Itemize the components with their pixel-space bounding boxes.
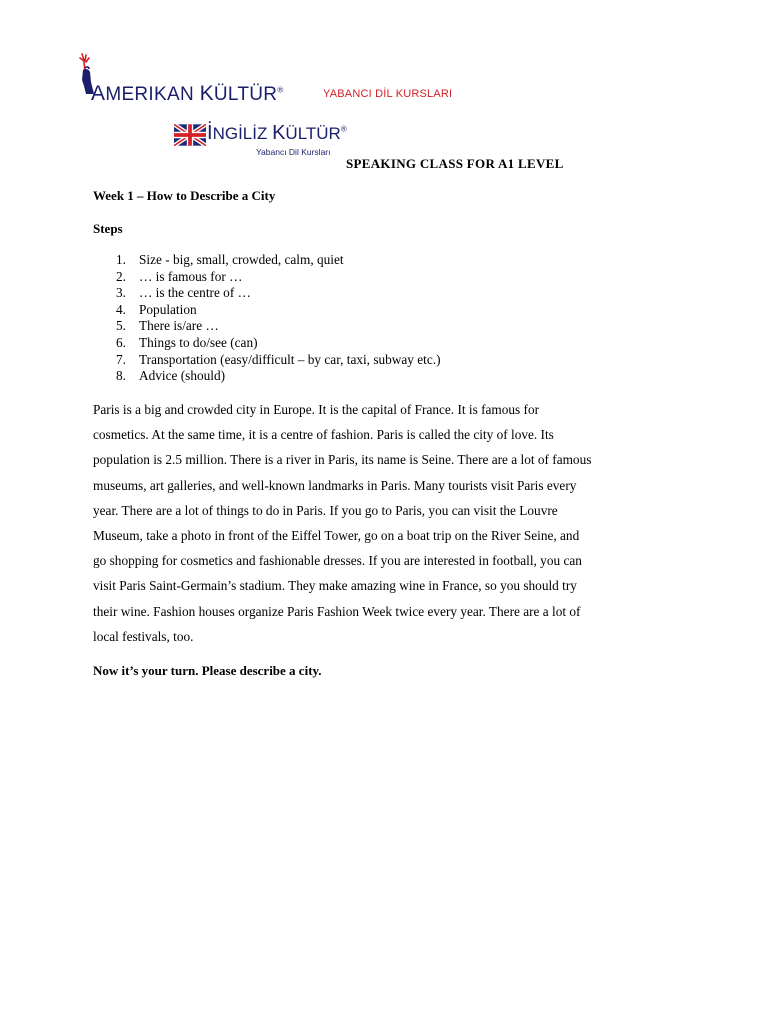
- steps-heading: Steps: [93, 221, 123, 236]
- paragraph-line: visit Paris Saint-Germain’s stadium. They make amazing wine in France, so you should try: [93, 578, 577, 594]
- paragraph-line: cosmetics. At the same time, it is a centre of fashion. Paris is called the city of love. Its: [93, 427, 554, 443]
- step-item: 6. Things to do/see (can): [116, 334, 258, 350]
- paragraph-line: Paris is a big and crowded city in Europe. It is the capital of France. It is famous for: [93, 402, 540, 417]
- class-title: SPEAKING CLASS FOR A1 LEVEL: [346, 156, 564, 171]
- step-item: 7. Transportation (easy/difficult – by car, taxi, subway etc.): [116, 351, 441, 367]
- step-item: 8. Advice (should): [116, 368, 226, 384]
- amerikan-kultur-subtitle: YABANCI DİL KURSLARI: [323, 88, 453, 100]
- paragraph-line: year. There are a lot of things to do in Paris. If you go to Paris, you can visit the Louvre: [93, 502, 558, 518]
- paragraph-line: Museum, take a photo in front of the Eiffel Tower, go on a boat trip on the River Seine, and: [93, 528, 580, 544]
- union-jack-flag-icon: [174, 124, 206, 146]
- ingiliz-kultur-logo: [174, 122, 354, 164]
- paris-description-paragraph: [93, 397, 693, 649]
- week-title: Week 1 – How to Describe a City: [93, 188, 276, 203]
- ingiliz-kultur-subtitle: Yabancı Dil Kursları: [256, 147, 331, 157]
- paragraph-line: museums, art galleries, and well-known landmarks in Paris. Many tourists visit Paris every: [93, 477, 577, 493]
- step-item: 5. There is/are …: [116, 318, 219, 334]
- step-item: 1. Size - big, small, crowded, calm, quiet: [116, 252, 344, 267]
- paragraph-line: their wine. Fashion houses organize Paris Fashion Week twice every year. There are a lot of: [93, 603, 581, 619]
- paragraph-line: population is 2.5 million. There is a river in Paris, its name is Seine. There are a lot of famous: [93, 452, 592, 468]
- amerikan-kultur-logo: [76, 52, 453, 112]
- step-item: 3. … is the centre of …: [116, 285, 251, 301]
- closing-instruction: Now it’s your turn. Please describe a city.: [93, 663, 322, 678]
- step-item: 4. Population: [116, 301, 197, 317]
- ingiliz-kultur-name: İNGİLİZ KÜLTÜR®: [207, 122, 347, 144]
- paragraph-line: local festivals, too.: [93, 628, 194, 644]
- steps-list: [93, 252, 441, 385]
- amerikan-kultur-name: AMERIKAN KÜLTÜR®: [91, 82, 284, 105]
- step-item: 2. … is famous for …: [116, 268, 243, 284]
- paragraph-line: go shopping for cosmetics and fashionable dresses. If you are interested in football, you can: [93, 553, 582, 569]
